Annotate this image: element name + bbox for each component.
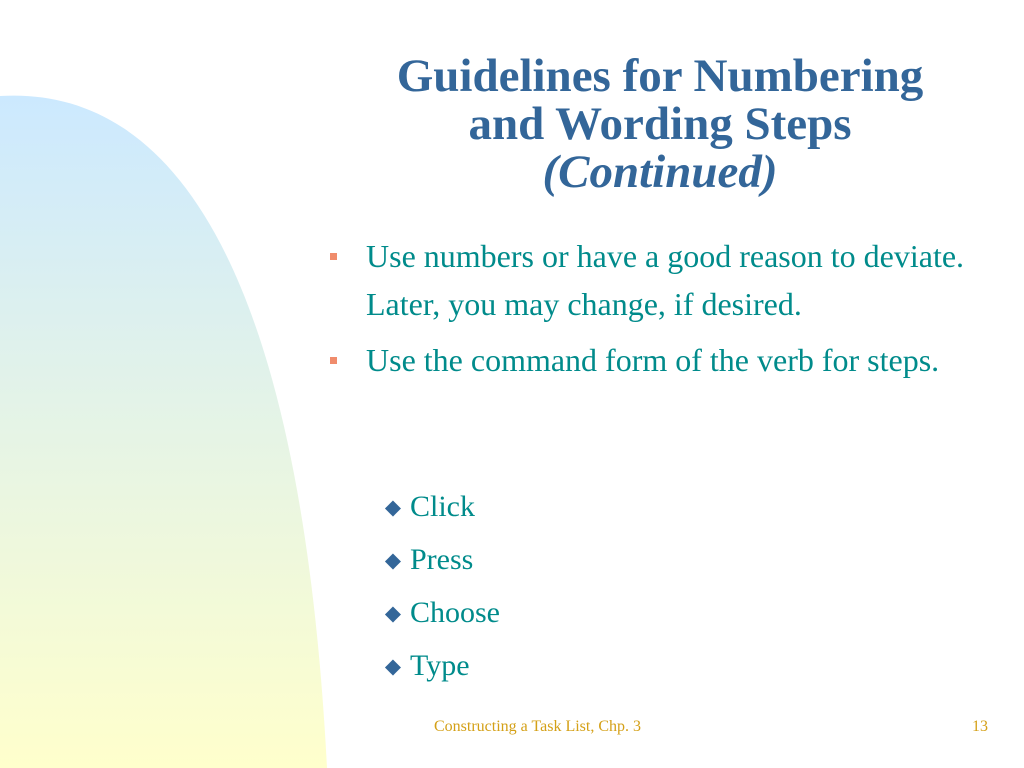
sub-bullet-text: Type — [410, 649, 470, 682]
sub-bullet-text: Click — [410, 490, 475, 523]
square-bullet-icon — [330, 357, 337, 364]
slide-title — [330, 52, 990, 196]
diamond-bullet-icon: ◆ — [384, 548, 402, 572]
page-number: 13 — [972, 718, 988, 735]
sub-bullet-item — [380, 595, 500, 631]
diamond-bullet-icon: ◆ — [384, 601, 402, 625]
sub-bullet-list — [380, 489, 500, 701]
slide-footer: Constructing a Task List, Chp. 3 — [434, 718, 642, 735]
sub-bullet-text: Choose — [410, 596, 500, 629]
bullet-item — [322, 336, 992, 384]
sub-bullet-item — [380, 542, 500, 578]
sub-bullet-item — [380, 489, 500, 525]
slide-title-continued: (Continued) — [542, 146, 778, 198]
bullet-text: Use the command form of the verb for steps. — [366, 342, 940, 378]
sub-bullet-item — [380, 648, 500, 684]
bullet-text: Use numbers or have a good reason to deviate. Later, you may change, if desired. — [366, 238, 965, 322]
square-bullet-icon — [330, 253, 337, 260]
sub-bullet-text: Press — [410, 543, 474, 576]
slide-title-line-1: Guidelines for Numbering — [396, 50, 924, 102]
diamond-bullet-icon: ◆ — [384, 495, 402, 519]
slide-title-line-2: and Wording Steps — [468, 98, 852, 150]
bullet-list — [322, 232, 992, 392]
bullet-item — [322, 232, 992, 328]
diamond-bullet-icon: ◆ — [384, 654, 402, 678]
